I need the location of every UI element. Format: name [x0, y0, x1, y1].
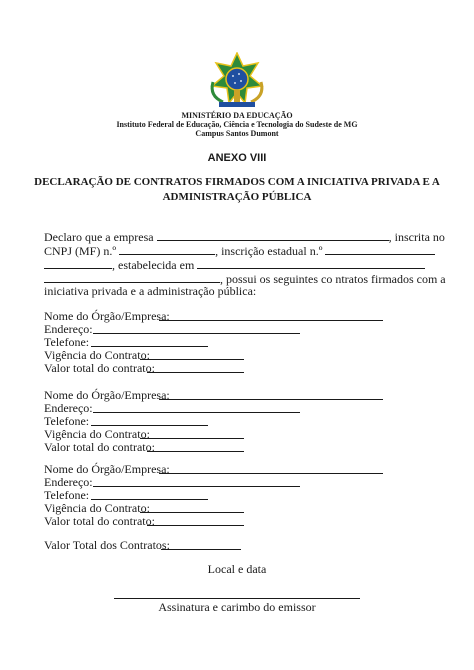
company-name-field[interactable]: [157, 229, 389, 241]
contract-3-org-label: Nome do Órgão/Empresa:: [44, 462, 170, 476]
registered-text: , inscrita no: [388, 230, 445, 244]
contract-3-address-label: Endereço:: [44, 475, 93, 489]
document-title-line-2: ADMINISTRAÇÃO PÚBLICA: [162, 191, 312, 203]
cnpj-label: CNPJ (MF) n.º: [44, 244, 117, 258]
contract-3-phone-label: Telefone:: [44, 488, 90, 502]
contract-3-address-field[interactable]: [93, 486, 300, 487]
contract-1-org-field[interactable]: [159, 320, 383, 321]
contract-2-address-field[interactable]: [93, 412, 300, 413]
declaration-line-1: [44, 229, 445, 244]
state-registration-field[interactable]: [325, 243, 435, 255]
contract-1-org-label: Nome do Órgão/Empresa:: [44, 309, 170, 323]
contract-1-validity-label: Vigência do Contrato:: [44, 348, 150, 362]
contract-2-validity-label: Vigência do Contrato:: [44, 427, 150, 441]
place-date-label: Local e data: [207, 562, 267, 576]
contract-1-phone-field[interactable]: [91, 346, 208, 347]
institute-heading: Instituto Federal de Educação, Ciência e Tecnologia do Sudeste de MG: [116, 120, 358, 129]
contracts-intro: , possui os seguintes co ntratos firmados com a: [220, 272, 446, 286]
contract-2-validity-field[interactable]: [140, 438, 244, 439]
contract-1-value-label: Valor total do contrato:: [44, 361, 155, 375]
state-registration-field-cont[interactable]: [44, 257, 112, 269]
state-registration-label: , inscrição estadual n.º: [215, 244, 323, 258]
contract-3-value-field[interactable]: [147, 525, 244, 526]
contract-3-validity-field[interactable]: [140, 512, 244, 513]
declaration-line-3: [44, 257, 425, 272]
contract-1-phone-label: Telefone:: [44, 335, 90, 349]
address-field-cont[interactable]: [44, 271, 220, 283]
contract-1-validity-field[interactable]: [140, 359, 244, 360]
contract-2-address-label: Endereço:: [44, 401, 93, 415]
contract-3-org-field[interactable]: [159, 473, 383, 474]
contract-2-value-label: Valor total do contrato:: [44, 440, 155, 454]
contract-2-value-field[interactable]: [147, 451, 244, 452]
coat-of-arms-emblem: [205, 52, 269, 110]
contract-3-validity-label: Vigência do Contrato:: [44, 501, 150, 515]
campus-heading: Campus Santos Dumont: [195, 129, 279, 138]
contract-2-org-label: Nome do Órgão/Empresa:: [44, 388, 170, 402]
declaration-intro: Declaro que a empresa: [44, 230, 154, 244]
established-label: , estabelecida em: [112, 258, 195, 272]
signature-line[interactable]: [114, 598, 360, 599]
total-contracts-field[interactable]: [161, 549, 241, 550]
ministry-heading: MINISTÉRIO DA EDUCAÇÃO: [181, 111, 293, 120]
annex-label: ANEXO VIII: [207, 152, 267, 164]
contract-2-org-field[interactable]: [159, 399, 383, 400]
cnpj-field[interactable]: [119, 243, 215, 255]
signature-label: Assinatura e carimbo do emissor: [158, 600, 316, 614]
contract-3-phone-field[interactable]: [91, 499, 208, 500]
contract-1-value-field[interactable]: [147, 372, 244, 373]
contract-1-address-field[interactable]: [93, 333, 300, 334]
declaration-line-2: [44, 243, 435, 258]
contract-3-value-label: Valor total do contrato:: [44, 514, 155, 528]
total-contracts-label: Valor Total dos Contratos:: [44, 538, 170, 552]
contract-2-phone-label: Telefone:: [44, 414, 90, 428]
declaration-line-5: iniciativa privada e a administração pública:: [44, 284, 257, 298]
address-field[interactable]: [197, 257, 425, 269]
document-title-line-1: DECLARAÇÃO DE CONTRATOS FIRMADOS COM A INICIATIVA PRIVADA E A: [34, 176, 440, 188]
contract-1-address-label: Endereço:: [44, 322, 93, 336]
contract-2-phone-field[interactable]: [91, 425, 208, 426]
